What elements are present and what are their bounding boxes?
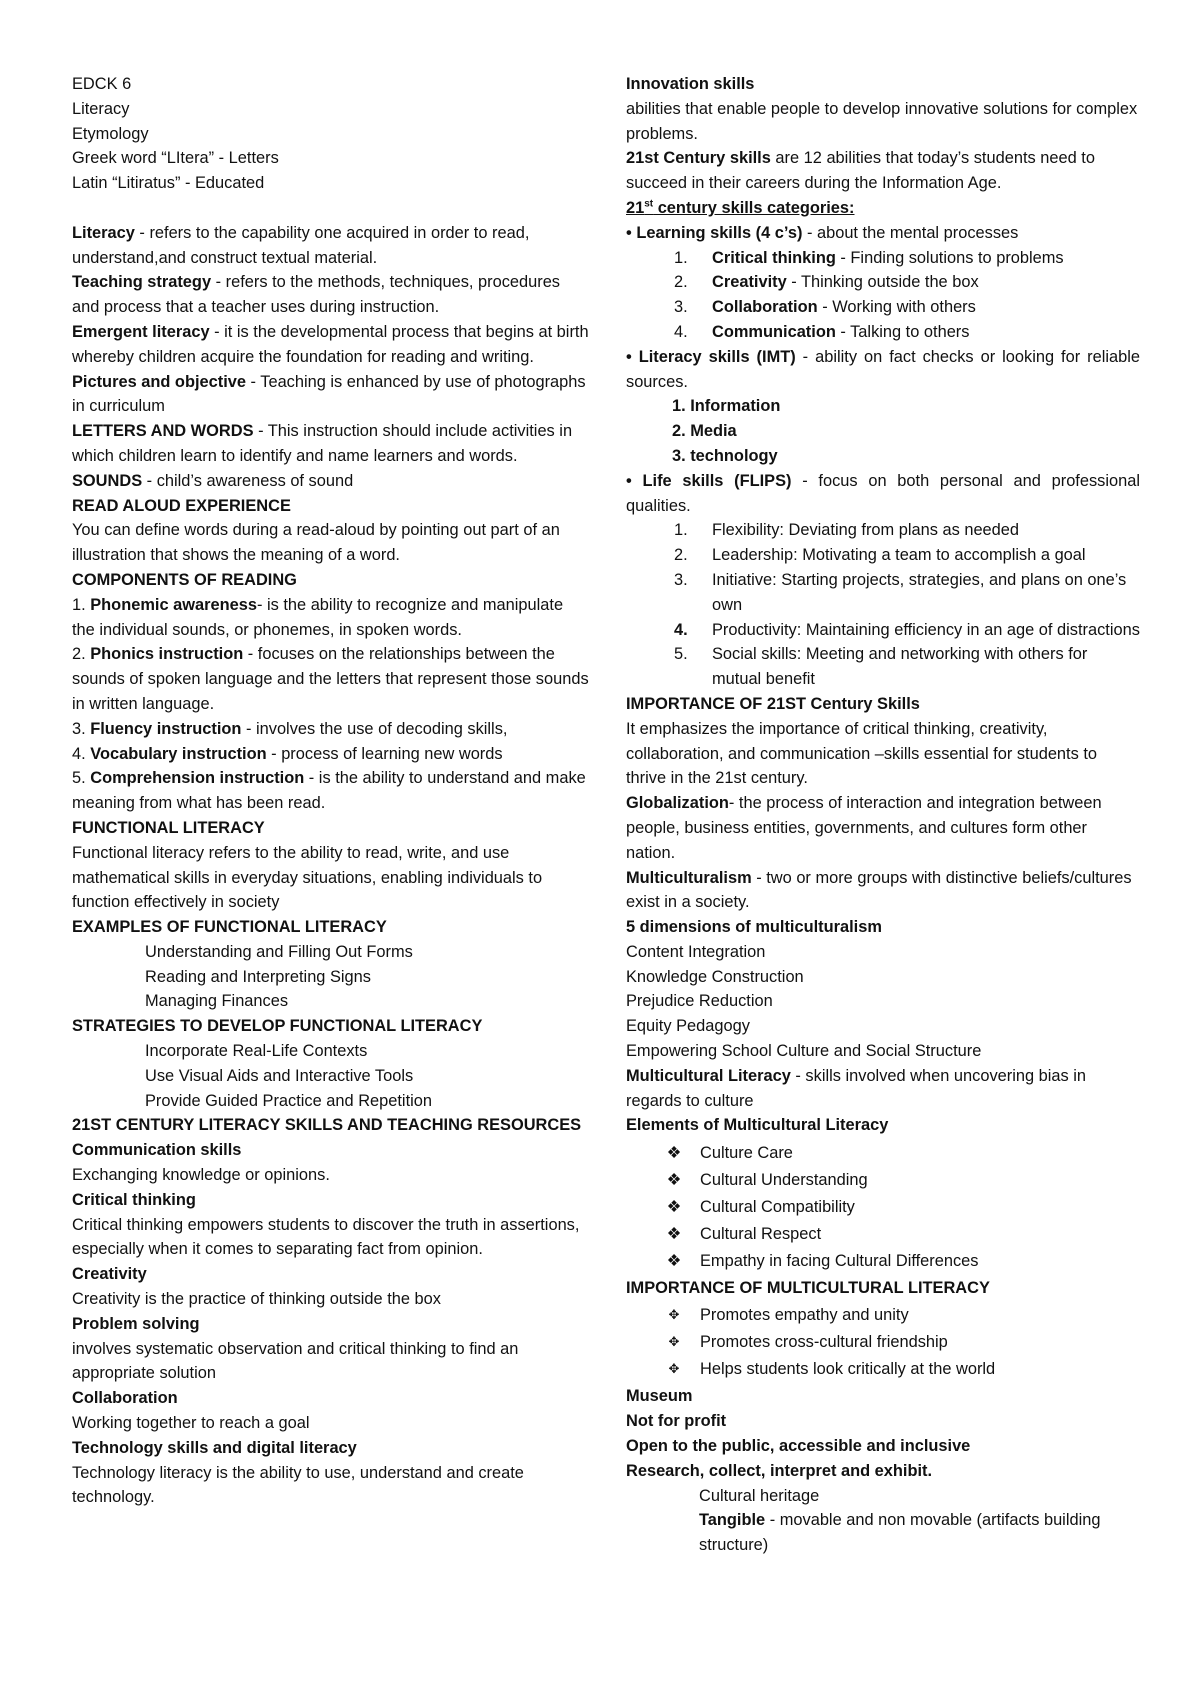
multiculturalism-definition: Multiculturalism - two or more groups with distinctive beliefs/cultures exist in a society. xyxy=(626,868,1146,912)
definition-letters-words: LETTERS AND WORDS - This instruction should include activities in which children learn to identify and name learners and words. xyxy=(72,422,573,465)
example-item: Understanding and Filling Out Forms xyxy=(145,942,413,961)
skill-term: Problem solving xyxy=(72,1314,200,1333)
diamond-bullet-icon: ❖ xyxy=(666,1251,682,1270)
strategy-item: Use Visual Aids and Interactive Tools xyxy=(145,1066,414,1085)
element-item: ❖ Empathy in facing Cultural Differences xyxy=(626,1249,1140,1274)
flips-item: 4. Productivity: Maintaining efficiency in an age of distractions xyxy=(674,620,1140,639)
definition-emergent-literacy: Emergent literacy - it is the developmental process that begins at birth whereby children acquire the foundation for reading and writing. xyxy=(72,322,589,366)
globalization-definition: Globalization- the process of interaction and integration between people, business entities, governments, and cultures form other nation. xyxy=(626,794,1102,862)
skill-text: Critical thinking empowers students to discover the truth in assertions, especially when it comes to separating fact from opinion. xyxy=(72,1215,580,1259)
c21-heading: 21ST CENTURY LITERACY SKILLS AND TEACHING RESOURCES xyxy=(72,1116,582,1135)
elements-heading: Elements of Multicultural Literacy xyxy=(626,1116,889,1135)
imt-item: 2. Media xyxy=(672,422,737,441)
element-item: ❖ Cultural Compatibility xyxy=(626,1195,1140,1220)
skill-term: Technology skills and digital literacy xyxy=(72,1438,357,1457)
dimension-item: Prejudice Reduction xyxy=(626,992,773,1011)
component-item: 1. Phonemic awareness- is the ability to recognize and manipulate the individual sounds, or phonemes, in spoken words. xyxy=(72,595,564,639)
definition-teaching-strategy: Teaching strategy - refers to the methods, techniques, procedures and process that a teacher uses during instruction. xyxy=(72,273,561,317)
etymology-label: Etymology xyxy=(72,124,149,143)
example-item: Reading and Interpreting Signs xyxy=(145,967,371,986)
element-item: ❖ Culture Care xyxy=(626,1141,1140,1166)
strategies-heading: STRATEGIES TO DEVELOP FUNCTIONAL LITERACY xyxy=(72,1017,483,1036)
learning-item: 4. Communication - Talking to others xyxy=(674,322,970,341)
skill-text: Exchanging knowledge or opinions. xyxy=(72,1166,330,1185)
innovation-heading: Innovation skills xyxy=(626,75,755,93)
four-diamond-bullet-icon: ✥ xyxy=(668,1334,680,1350)
skill-text: Creativity is the practice of thinking outside the box xyxy=(72,1290,441,1309)
skill-text: Working together to reach a goal xyxy=(72,1414,310,1433)
cultural-heritage: Cultural heritage xyxy=(699,1486,820,1505)
literacy-skills: • Literacy skills (IMT) - ability on fact checks or looking for reliable sources. xyxy=(626,347,1140,391)
learning-item: 1. Critical thinking - Finding solutions to problems xyxy=(674,248,1064,267)
dimension-item: Empowering School Culture and Social Structure xyxy=(626,1042,982,1061)
imt-item: 3. technology xyxy=(672,446,778,465)
museum-heading: Museum xyxy=(626,1387,693,1406)
flips-item: 2. Leadership: Motivating a team to accomplish a goal xyxy=(674,546,1086,565)
dimension-item: Knowledge Construction xyxy=(626,967,804,986)
definition-pictures: Pictures and objective - Teaching is enhanced by use of photographs in curriculum xyxy=(72,372,586,416)
components-heading: COMPONENTS OF READING xyxy=(72,570,297,589)
innovation-text: abilities that enable people to develop innovative solutions for complex problems. xyxy=(626,99,1138,143)
c21-definition: 21st Century skills are 12 abilities that today’s students need to succeed in their careers during the Information Age. xyxy=(626,149,1095,193)
definition-literacy: Literacy - refers to the capability one acquired in order to read, understand,and construct textual material. xyxy=(72,223,530,267)
skill-term: Creativity xyxy=(72,1265,147,1284)
element-item: ❖ Cultural Respect xyxy=(626,1222,1140,1247)
component-item: 5. Comprehension instruction - is the ability to understand and make meaning from what has been read. xyxy=(72,769,586,813)
tangible-definition: Tangible - movable and non movable (artifacts building structure) xyxy=(699,1511,1101,1555)
strategy-item: Incorporate Real-Life Contexts xyxy=(145,1042,368,1061)
importance-item: ✥ Promotes cross-cultural friendship xyxy=(626,1330,1140,1355)
skill-term: Collaboration xyxy=(72,1389,178,1408)
museum-line: Not for profit xyxy=(626,1412,727,1431)
read-aloud-text: You can define words during a read-aloud by pointing out part of an illustration that shows the meaning of a word. xyxy=(72,521,560,565)
component-item: 4. Vocabulary instruction - process of learning new words xyxy=(72,744,503,763)
course-code: EDCK 6 xyxy=(72,75,132,93)
importance-text: It emphasizes the importance of critical thinking, creativity, collaboration, and communication –skills essential for students to thrive in the 21st century. xyxy=(626,719,1098,788)
imt-item: 1. Information xyxy=(672,397,781,416)
importance-item: ✥ Promotes empathy and unity xyxy=(626,1303,1140,1328)
dimension-item: Content Integration xyxy=(626,942,766,961)
skill-text: Technology literacy is the ability to use, understand and create technology. xyxy=(72,1463,524,1507)
strategy-item: Provide Guided Practice and Repetition xyxy=(145,1091,433,1110)
diamond-bullet-icon: ❖ xyxy=(666,1170,682,1189)
dimension-item: Equity Pedagogy xyxy=(626,1017,750,1036)
four-diamond-bullet-icon: ✥ xyxy=(668,1361,680,1377)
dimensions-heading: 5 dimensions of multiculturalism xyxy=(626,918,882,937)
life-skills: • Life skills (FLIPS) - focus on both personal and professional qualities. xyxy=(626,471,1140,515)
four-diamond-bullet-icon: ✥ xyxy=(668,1307,680,1323)
multicultural-literacy-definition: Multicultural Literacy - skills involved when uncovering bias in regards to culture xyxy=(626,1066,1087,1110)
right-column xyxy=(626,72,1146,1558)
topic-literacy: Literacy xyxy=(72,99,130,118)
component-item: 2. Phonics instruction - focuses on the relationships between the sounds of spoken language and the letters that represent those sounds in written language. xyxy=(72,645,589,713)
museum-line: Open to the public, accessible and inclusive xyxy=(626,1437,971,1455)
diamond-bullet-icon: ❖ xyxy=(666,1143,682,1162)
skill-term: Critical thinking xyxy=(72,1190,196,1209)
left-column xyxy=(72,72,590,1510)
flips-item: 5. Social skills: Meeting and networking with others for mutual benefit xyxy=(674,645,1088,689)
example-item: Managing Finances xyxy=(145,992,289,1011)
read-aloud-heading: READ ALOUD EXPERIENCE xyxy=(72,496,291,515)
definition-sounds: SOUNDS - child’s awareness of sound xyxy=(72,471,354,490)
diamond-bullet-icon: ❖ xyxy=(666,1197,682,1216)
skill-term: Communication skills xyxy=(72,1141,242,1160)
element-item: ❖ Cultural Understanding xyxy=(626,1168,1140,1193)
museum-line: Research, collect, interpret and exhibit. xyxy=(626,1461,933,1480)
importance-heading: IMPORTANCE OF 21ST Century Skills xyxy=(626,694,920,713)
learning-skills: • Learning skills (4 c’s) - about the mental processes xyxy=(626,223,1019,242)
examples-heading: EXAMPLES OF FUNCTIONAL LITERACY xyxy=(72,918,387,937)
latin-origin: Latin “Litiratus” - Educated xyxy=(72,174,265,193)
skill-text: involves systematic observation and critical thinking to find an appropriate solution xyxy=(72,1339,519,1383)
flips-item: 3. Initiative: Starting projects, strategies, and plans on one’s own xyxy=(674,570,1127,614)
functional-literacy-heading: FUNCTIONAL LITERACY xyxy=(72,818,265,837)
learning-item: 2. Creativity - Thinking outside the box xyxy=(674,273,979,292)
flips-item: 1. Flexibility: Deviating from plans as needed xyxy=(674,521,1020,540)
greek-origin: Greek word “LItera” - Letters xyxy=(72,149,279,168)
diamond-bullet-icon: ❖ xyxy=(666,1224,682,1243)
importance-item: ✥ Helps students look critically at the world xyxy=(626,1357,1140,1382)
importance-ml-heading: IMPORTANCE OF MULTICULTURAL LITERACY xyxy=(626,1279,990,1298)
component-item: 3. Fluency instruction - involves the use of decoding skills, xyxy=(72,719,508,738)
categories-heading: 21st century skills categories: xyxy=(626,198,855,217)
learning-item: 3. Collaboration - Working with others xyxy=(674,298,976,317)
functional-literacy-text: Functional literacy refers to the ability to read, write, and use mathematical skills in everyday situations, enabling individuals to function effectively in society xyxy=(72,843,543,912)
